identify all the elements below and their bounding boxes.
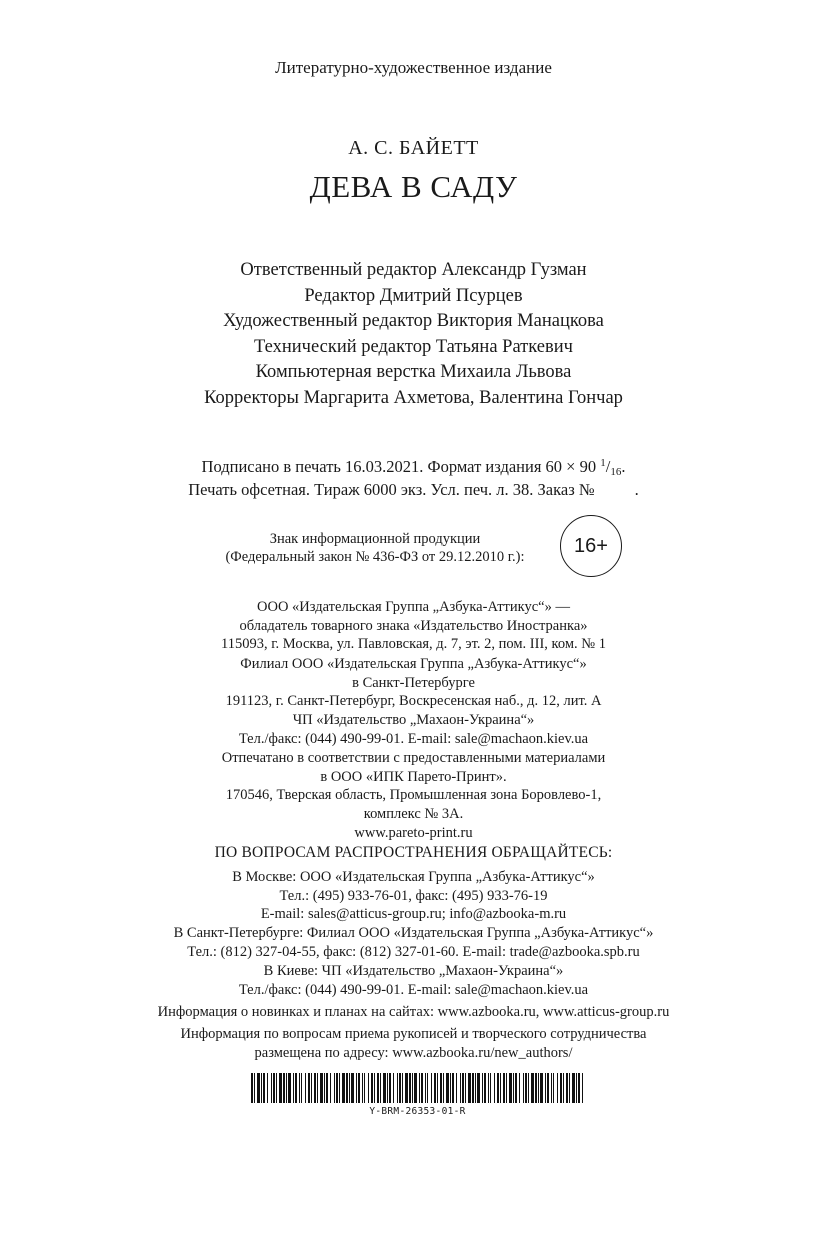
format-fraction-numerator: 1 [600,457,606,469]
news-line: Информация о новинках и планах на сайтах: www.azbooka.ru, www.atticus-group.ru [157,1004,670,1020]
distribution-line: В Киеве: ЧП «Издательство „Махаон-Украина“» [263,963,564,979]
print-info-line-1: Подписано в печать 16.03.2021. Формат издания 60 × 90 $^1$/16. [201,457,626,478]
distribution-heading: ПО ВОПРОСАМ РАСПРОСТРАНЕНИЯ ОБРАЩАЙТЕСЬ: [214,844,613,861]
age-rating-badge [560,515,622,577]
distribution-line: Тел.: (812) 327-04-55, факс: (812) 327-01-60. E-mail: trade@azbooka.spb.ru [187,943,640,960]
publisher-main [0,598,827,654]
credit-line: Технический редактор Татьяна Раткевич [254,336,573,357]
publisher-line: 191123, г. Санкт-Петербург, Воскресенская наб., д. 12, лит. А [225,693,602,710]
author-name: А. С. БАЙЕТТ [348,137,479,159]
age-rating-text: 16+ [574,534,608,557]
publisher-line: ООО «Издательская Группа „Азбука-Аттикус“» — [257,599,570,615]
credit-line: Компьютерная верстка Михаила Львова [255,362,572,383]
news-info [0,1003,827,1022]
format-fraction-denominator: 16 [610,466,622,478]
distribution-kiev [0,962,827,999]
printer-line: Отпечатано в соответствии с предоставленными материалами [221,750,606,766]
distribution-line: E-mail: sales@atticus-group.ru; info@azbooka-m.ru [260,906,567,923]
book-title: ДЕВА В САДУ [309,169,518,204]
credit-line: Ответственный редактор Александр Гузман [240,260,587,280]
info-sign-line: Знак информационной продукции [269,531,481,547]
distribution-moscow [0,868,827,924]
publisher-line: 115093, г. Москва, ул. Павловская, д. 7, эт. 2, пом. III, ком. № 1 [221,636,606,653]
publisher-branch [0,655,827,711]
publisher-line: Филиал ООО «Издательская Группа „Азбука-Аттикус“» [240,656,587,672]
print-info-line-2: Печать офсетная. Тираж 6000 экз. Усл. печ. л. 38. Заказ № . [188,480,639,499]
distribution-line: В Санкт-Петербурге: Филиал ООО «Издательская Группа „Азбука-Аттикус“» [173,925,654,941]
publisher-ukraine [0,711,827,748]
manuscripts-line: Информация по вопросам приема рукописей и творческого сотрудничества [180,1026,647,1042]
credits-list [0,258,827,412]
barcode-label: Y-BRM-26353-01-R [369,1106,466,1117]
distribution-line: Тел.: (495) 933-76-01, факс: (495) 933-76-19 [279,887,548,904]
printer-line: 170546, Тверская область, Промышленная зона Боровлево-1, [225,787,602,804]
manuscripts-info [0,1025,827,1062]
publisher-line: в Санкт-Петербурге [352,674,475,691]
distribution-line: Тел./факс: (044) 490-99-01. E-mail: sale@machaon.kiev.ua [238,981,589,998]
info-product-sign [200,530,550,566]
distribution-spb [0,924,827,961]
print-format-text: Подписано в печать 16.03.2021. Формат издания 60 × 90 [201,457,597,476]
printer-line: в ООО «ИПК Парето-Принт». [320,768,507,785]
publisher-line: Тел./факс: (044) 490-99-01. E-mail: sale@machaon.kiev.ua [238,730,589,747]
printer-line: комплекс № 3А. [363,806,464,823]
credit-line: Художественный редактор Виктория Манацкова [223,311,604,332]
distribution-line: В Москве: ООО «Издательская Группа „Азбука-Аттикус“» [232,869,595,885]
print-run-text: Печать офсетная. Тираж 6000 экз. Усл. печ. л. 38. Заказ № [188,480,595,499]
printer-line: www.pareto-print.ru [354,824,473,841]
info-sign-law: (Федеральный закон № 436-ФЗ от 29.12.2010 г.): [225,549,525,565]
manuscripts-line: размещена по адресу: www.azbooka.ru/new_authors/ [254,1044,573,1061]
credit-line: Редактор Дмитрий Псурцев [304,285,523,306]
series-label: Литературно-художественное издание [275,58,552,77]
barcode-icon [251,1073,584,1103]
credit-line: Корректоры Маргарита Ахметова, Валентина Гончар [204,387,623,408]
printer-info [0,749,827,843]
publisher-line: обладатель товарного знака «Издательство Иностранка» [239,617,588,634]
publisher-line: ЧП «Издательство „Махаон-Украина“» [292,712,535,728]
